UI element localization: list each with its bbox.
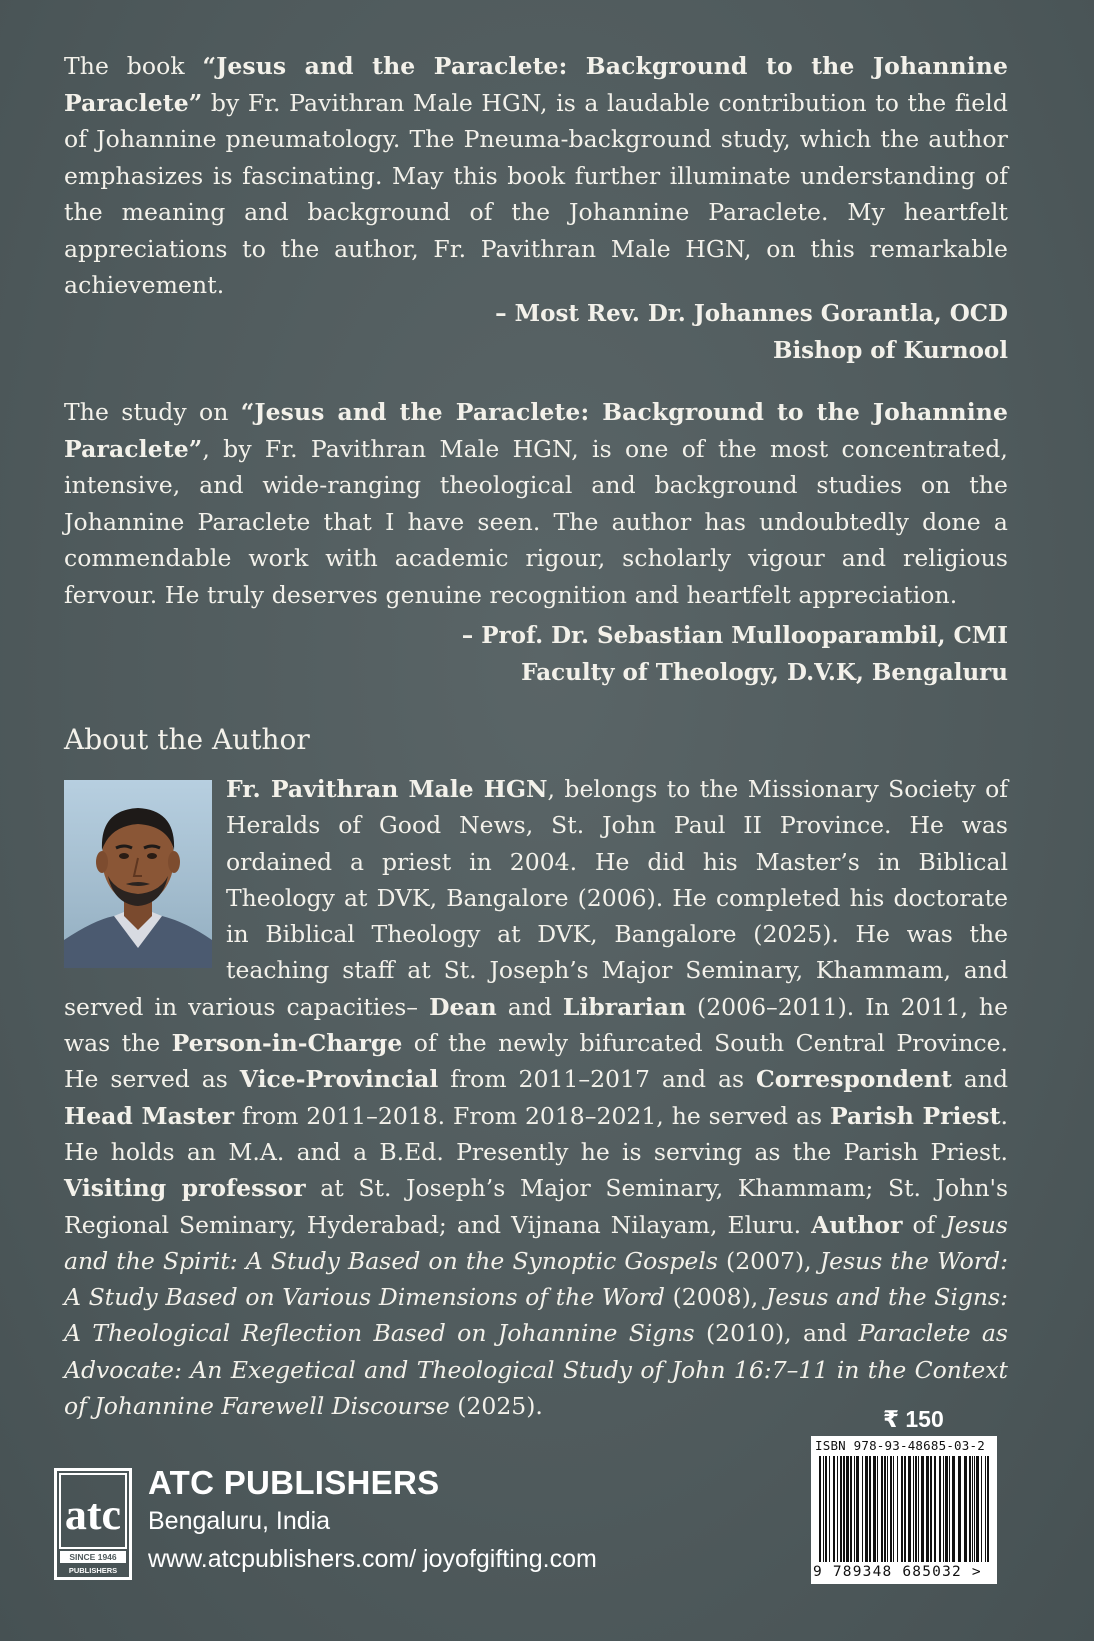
publisher-name: ATC PUBLISHERS (148, 1464, 440, 1501)
barcode-bar (972, 1456, 973, 1562)
publisher-location: Bengaluru, India (148, 1507, 331, 1535)
barcode-bar (904, 1456, 906, 1562)
barcode-bar (915, 1456, 917, 1562)
barcode-bar (840, 1456, 842, 1562)
endorsement-2-signature (462, 617, 1008, 691)
bio-bold-term: Librarian (562, 992, 687, 1021)
barcode-bar (926, 1456, 929, 1562)
bio-bold-term: Head Master (64, 1101, 235, 1130)
barcode-bar (958, 1456, 961, 1562)
barcode-bar (976, 1456, 979, 1562)
bio-bold-term: Author (811, 1210, 903, 1239)
bio-book-title: Jesus and the Signs: A Theological Reflection Based on Johannine Signs (64, 1283, 1009, 1348)
barcode-bar (877, 1456, 878, 1562)
barcode-bar (964, 1456, 967, 1562)
endorsement-2 (64, 394, 1008, 613)
endorsement-1-book-title: “Jesus and the Paraclete: Background to the Johannine Paraclete” (64, 52, 1008, 117)
bio-text-segment: from 2011–2018. From 2018–2021, he served as (234, 1101, 830, 1130)
barcode-bar (934, 1456, 936, 1562)
author-bio (64, 771, 1008, 1424)
bio-text-segment: and (496, 992, 563, 1021)
barcode-bar (893, 1456, 894, 1562)
barcode-bar (881, 1456, 883, 1562)
bio-bold-term: Correspondent (756, 1065, 952, 1094)
barcode-bar (969, 1456, 971, 1562)
barcode-bar (843, 1456, 845, 1562)
barcode-bar (913, 1456, 914, 1562)
barcode-bar (939, 1456, 941, 1562)
logo-text: atc (64, 1490, 122, 1539)
bio-bold-term: Visiting professor (64, 1174, 306, 1203)
barcode-bar (890, 1456, 892, 1562)
bio-text-segment: at St. Joseph’s Major Seminary, Khammam; St. John's Regional Seminary, Hyderabad; and Vijnana Nilayam, Eluru. (64, 1174, 1008, 1239)
bio-text-segment: (2010), and (694, 1319, 859, 1348)
barcode-bar (930, 1456, 932, 1562)
endorsement-1-signature-title: Bishop of Kurnool (773, 337, 1008, 364)
bio-bold-term: Parish Priest (829, 1101, 1001, 1130)
bio-text-segment: , belongs to the Missionary Society of Heralds of Good News, St. John Paul II Province. He was ordained a priest in 2004. He did his Master’s in Biblical Theology at DVK, Bangalore (2006). He completed his doctorate in Biblical Theology at DVK, Bangalore (2025). He was the teaching staff at St. Joseph’s Major Seminary, Khammam, and served in various capacities– (64, 775, 1009, 1021)
bio-text-segment: . He holds an M.A. and a B.Ed. Presently he is serving as the Parish Priest. (64, 1101, 1009, 1166)
barcode-bar (908, 1456, 911, 1562)
bio-text-segment: of (902, 1210, 946, 1239)
bio-book-title: Jesus and the Spirit: A Study Based on the Synoptic Gospels (64, 1210, 1008, 1275)
barcode-bar (846, 1456, 849, 1562)
barcode-bar (952, 1456, 955, 1562)
bio-text-segment: and (951, 1065, 1008, 1094)
endorsement-1-signature-name: – Most Rev. Dr. Johannes Gorantla, OCD (495, 300, 1008, 327)
barcode-bar (974, 1456, 975, 1562)
bio-text-segment: (2008), (664, 1283, 766, 1312)
bio-bold-term: Person-in-Charge (171, 1029, 403, 1058)
bio-text-segment: from 2011–2017 and as (438, 1065, 757, 1094)
barcode-bar (829, 1456, 830, 1562)
barcode-bar (945, 1456, 948, 1562)
bio-book-title: Jesus the Word: A Study Based on Various Dimensions of the Word (64, 1246, 1008, 1312)
barcode-bars (819, 1456, 991, 1562)
bio-text-segment: of the newly bifurcated South Central Province. He served as (64, 1029, 1008, 1094)
barcode-bar (862, 1456, 863, 1562)
barcode-bar (949, 1456, 950, 1562)
bio-text-segment: (2006–2011). In 2011, he was the (64, 992, 1008, 1058)
barcode-bar (884, 1456, 886, 1562)
barcode-bar (943, 1456, 944, 1562)
barcode-bar (985, 1456, 986, 1562)
barcode-bar (819, 1456, 821, 1562)
bio-book-title: Paraclete as Advocate: An Exegetical and Theological Study of John 16:7–11 in the Context of Johannine Farewell Discourse (64, 1319, 1008, 1421)
barcode-bar (865, 1456, 868, 1562)
publisher-logo (54, 1468, 132, 1580)
barcode-bar (856, 1456, 859, 1562)
barcode-bar (901, 1456, 903, 1562)
barcode-bar (918, 1456, 919, 1562)
endorsement-1-body: by Fr. Pavithran Male HGN, is a laudable contribution to the field of Johannine pneumatology. The Pneuma-background study, which the author emphasizes is fascinating. May this book further illuminate understanding of the meaning and background of the Johannine Paraclete. My heartfelt appreciations to the author, Fr. Pavithran Male HGN, on this remarkable achievement. (64, 88, 1008, 299)
about-author-heading: About the Author (64, 723, 310, 756)
barcode-bar (869, 1456, 871, 1562)
logo-sub: PUBLISHERS (68, 1566, 118, 1575)
barcode-bar (823, 1456, 824, 1562)
endorsement-2-body: , by Fr. Pavithran Male HGN, is one of the most concentrated, intensive, and wide-ranging theological and background studies on the Johannine Paraclete that I have seen. The author has undoubtedly done a commendable work with academic rigour, scholarly vigour and religious fervour. He truly deserves genuine recognition and heartfelt appreciation. (64, 434, 1008, 609)
endorsement-2-signature-name: – Prof. Dr. Sebastian Mullooparambil, CMI (461, 622, 1008, 649)
endorsement-1 (64, 48, 1008, 304)
endorsement-1-intro: The book (64, 52, 203, 80)
barcode-bar (850, 1456, 852, 1562)
barcode-bar (921, 1456, 924, 1562)
logo-since: SINCE 1946 (69, 1552, 117, 1562)
endorsement-2-book-title: “Jesus and the Paraclete: Background to the Johannine Paraclete” (64, 398, 1008, 463)
price-label: ₹ 150 (883, 1406, 944, 1432)
publisher-website[interactable]: www.atcpublishers.com/ joyofgifting.com (148, 1545, 597, 1573)
atc-logo-icon (57, 1471, 129, 1577)
isbn-barcode (811, 1436, 997, 1584)
barcode-bar (987, 1456, 989, 1562)
bio-bold-term: Vice-Provincial (239, 1065, 439, 1094)
bio-text-segment: (2007), (717, 1246, 820, 1275)
endorsement-1-signature (495, 295, 1008, 369)
barcode-bar (825, 1456, 827, 1562)
bio-bold-term: Fr. Pavithran Male HGN (226, 775, 548, 803)
isbn-label: ISBN 978-93-48685-03-2 (815, 1438, 985, 1453)
endorsement-2-intro: The study on (64, 398, 241, 426)
barcode-bar (897, 1456, 898, 1562)
isbn-digits: 9 789348 685032 > (813, 1564, 982, 1580)
barcode-bar (981, 1456, 982, 1562)
barcode-bar (887, 1456, 888, 1562)
bio-bold-term: Dean (429, 992, 497, 1021)
barcode-bar (873, 1456, 876, 1562)
barcode-bar (833, 1456, 835, 1562)
bio-text-segment: (2025). (449, 1392, 543, 1421)
barcode-bar (837, 1456, 838, 1562)
barcode-bar (854, 1456, 855, 1562)
endorsement-2-signature-title: Faculty of Theology, D.V.K, Bengaluru (521, 659, 1008, 686)
